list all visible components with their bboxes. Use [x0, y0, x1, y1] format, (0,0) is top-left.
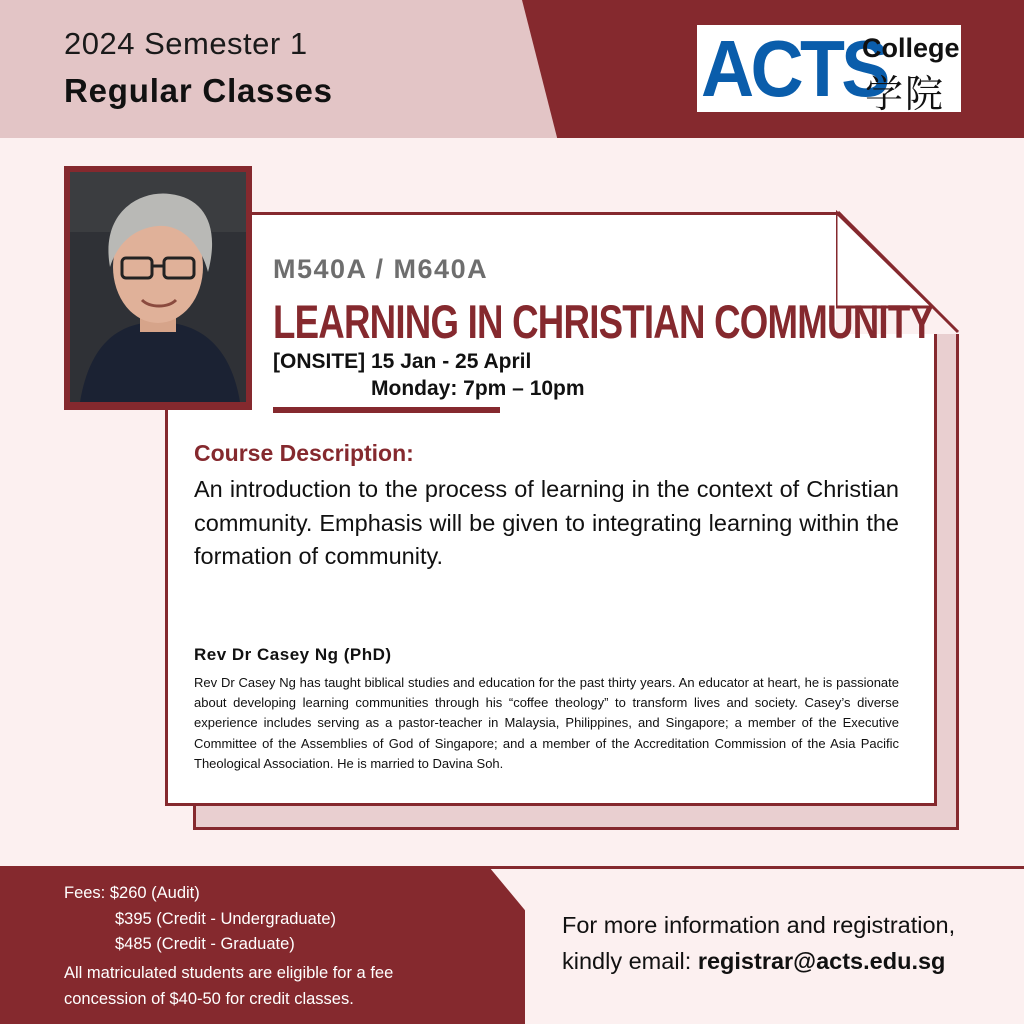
- instructor-bio: Rev Dr Casey Ng has taught biblical studies and education for the past thirty years. An educator at heart, he is passionate about developing learning communities through his “coffee theology” to transform lives and society. Casey’s diverse experience includes serving as a pastor-teacher in Malaysia, Philippines, and Singapore; a member of the Executive Committee of the Assemblies of God of Singapore; and a member of the Accreditation Commission of the Asia Pacific Theological Association. He is married to Davina Soh.: [194, 675, 899, 771]
- course-code: M540A / M640A: [273, 254, 489, 284]
- fees-credit-undergraduate: $395 (Credit - Undergraduate): [115, 910, 337, 928]
- fees-audit: Fees: $260 (Audit): [64, 884, 200, 902]
- fee-concession-note: All matriculated students are eligible for a fee concession of $40-50 for credit classes.: [64, 964, 394, 1008]
- fees-credit-graduate: $485 (Credit - Graduate): [115, 935, 295, 953]
- course-description-text: An introduction to the process of learning in the context of Christian community. Emphasis will be given to integrating learning within the formation of community.: [194, 476, 899, 569]
- acts-college-logo: [697, 24, 961, 116]
- instructor-photo: [64, 166, 252, 410]
- logo-acts-text: ACTS: [701, 24, 887, 113]
- logo-college-text: College: [862, 33, 960, 63]
- contact-line-1: For more information and registration,: [562, 912, 956, 938]
- instructor-name: Rev Dr Casey Ng (PhD): [194, 645, 392, 664]
- registrar-email-link[interactable]: registrar@acts.edu.sg: [697, 948, 946, 974]
- instructor-portrait: [70, 172, 246, 402]
- contact-line-2: [562, 948, 945, 975]
- regular-classes-heading: Regular Classes: [64, 72, 333, 109]
- semester-heading: 2024 Semester 1: [64, 26, 308, 61]
- header-band-left: [0, 0, 560, 138]
- contact-prefix: kindly email:: [562, 948, 698, 974]
- schedule-dates: [ONSITE] 15 Jan - 25 April: [273, 350, 532, 373]
- footer-divider: [488, 866, 1024, 869]
- course-description-label: Course Description:: [194, 440, 414, 466]
- course-title: LEARNING IN CHRISTIAN COMMUNITY: [273, 295, 934, 348]
- title-underline: [273, 407, 500, 413]
- portrait-illustration: [70, 172, 246, 402]
- schedule-time: Monday: 7pm – 10pm: [371, 377, 585, 400]
- logo-chinese-text: 学院: [865, 74, 946, 116]
